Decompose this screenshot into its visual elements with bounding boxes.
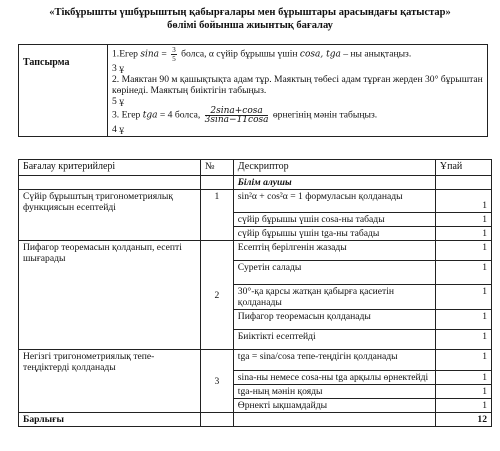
header-descriptor: Дескриптор [233, 160, 435, 176]
title-line-1: «Тікбұрышты үшбұрыштың қабырғалары мен бұрыштары арасындағы қатыстар» [49, 7, 451, 18]
header-criterion: Бағалау критерийлері [19, 160, 201, 176]
answer-2-points: 5 ұ [112, 96, 124, 107]
q3-denominator: 3sina−11cosa [204, 115, 269, 125]
question-3 [112, 107, 483, 124]
q3-fraction [205, 107, 269, 124]
points: 1 [435, 213, 491, 227]
table-row [19, 241, 492, 261]
task-table [18, 44, 488, 137]
descriptor: Есептің берілгенін жазады [233, 241, 435, 261]
title-line-2: бөлімі бойынша жиынтық бағалау [167, 20, 333, 31]
descriptor: sina-ны немесе cosa-ны tga арқылы өрнектейді [233, 371, 435, 385]
total-value: 12 [435, 413, 491, 427]
empty-cell [233, 413, 435, 427]
descriptor: sin²α + cos²α = 1 формуласын қолданады [233, 190, 435, 213]
criterion-3: Негізгі тригонометриялық тепе-теңдіктерді қолданады [19, 350, 201, 413]
learner-row [19, 176, 492, 190]
document-title [0, 6, 500, 32]
question-1 [112, 46, 483, 63]
header-points: Ұпай [435, 160, 491, 176]
q1-middle: болса, α сүйір бұрышы үшін [178, 48, 300, 60]
task-number-1: 1 [201, 190, 234, 241]
task-label: Тапсырма [19, 45, 108, 137]
empty-cell [435, 176, 491, 190]
criterion-2: Пифагор теоремасын қолданып, есепті шығарады [19, 241, 201, 350]
q3-middle: = 4 болса, [157, 109, 203, 121]
points: 1 [435, 371, 491, 385]
task-number-2: 2 [201, 241, 234, 350]
empty-cell [201, 413, 234, 427]
q1-prefix: 1.Егер [112, 48, 141, 60]
points: 1 [435, 261, 491, 285]
points: 1 [435, 399, 491, 413]
answer-1-points: 3 ұ [112, 63, 124, 74]
descriptor: Өрнекті ықшамдайды [233, 399, 435, 413]
descriptor: 30°-қа қарсы жатқан қабырға қасиетін қолданады [233, 285, 435, 310]
descriptor: Биіктікті есептейді [233, 330, 435, 350]
table-row [19, 350, 492, 371]
points: 1 [435, 350, 491, 371]
q1-suffix: – ны анықтаңыз. [340, 48, 412, 60]
empty-cell [19, 176, 201, 190]
total-label: Барлығы [19, 413, 201, 427]
descriptor: сүйір бұрышы үшін cosa-ны табады [233, 213, 435, 227]
q1-expr: cosa, tga [299, 49, 341, 60]
total-row [19, 413, 492, 427]
points: 1 [435, 285, 491, 310]
q3-func: tga [142, 110, 158, 121]
header-number: № [201, 160, 234, 176]
descriptor: сүйір бұрышы үшін tga-ны табады [233, 227, 435, 241]
q1-denominator: 5 [172, 55, 176, 63]
points: 1 [435, 385, 491, 399]
criteria-table [18, 159, 492, 427]
points: 1 [435, 310, 491, 330]
q3-prefix: 3. Егер [112, 109, 143, 121]
points: 1 [435, 190, 491, 213]
empty-cell [201, 176, 234, 190]
q3-numerator: 2sina+cosa [205, 107, 269, 116]
task-number-3: 3 [201, 350, 234, 413]
descriptor: Суретін салады [233, 261, 435, 285]
task-body [108, 45, 488, 137]
points: 1 [435, 241, 491, 261]
question-2: 2. Маяктан 90 м қашықтықта адам тұр. Маяктың төбесі адам тұрған жерден 30° бұрыштан көрінеді. Маяктың биіктігін табыңыз. [112, 74, 483, 96]
points: 1 [435, 330, 491, 350]
criterion-1: Сүйір бұрыштың тригонометриялық функциясын есептейді [19, 190, 201, 241]
answer-3-points: 4 ұ [112, 124, 124, 135]
q1-func: sina [140, 49, 159, 60]
table-row [19, 190, 492, 213]
q1-numerator: 3 [172, 46, 176, 54]
q3-suffix: өрнегінің мәнін табыңыз. [270, 109, 378, 121]
descriptor: tga = sina/cosa тепе-теңдігін қолданады [233, 350, 435, 371]
points: 1 [435, 227, 491, 241]
criteria-header-row [19, 160, 492, 176]
descriptor: Пифагор теоремасын қолданады [233, 310, 435, 330]
q1-eq: = [159, 48, 170, 60]
q1-fraction [171, 46, 177, 63]
descriptor: tga-ның мәнін қояды [233, 385, 435, 399]
learner-label: Білім алушы [233, 176, 435, 190]
